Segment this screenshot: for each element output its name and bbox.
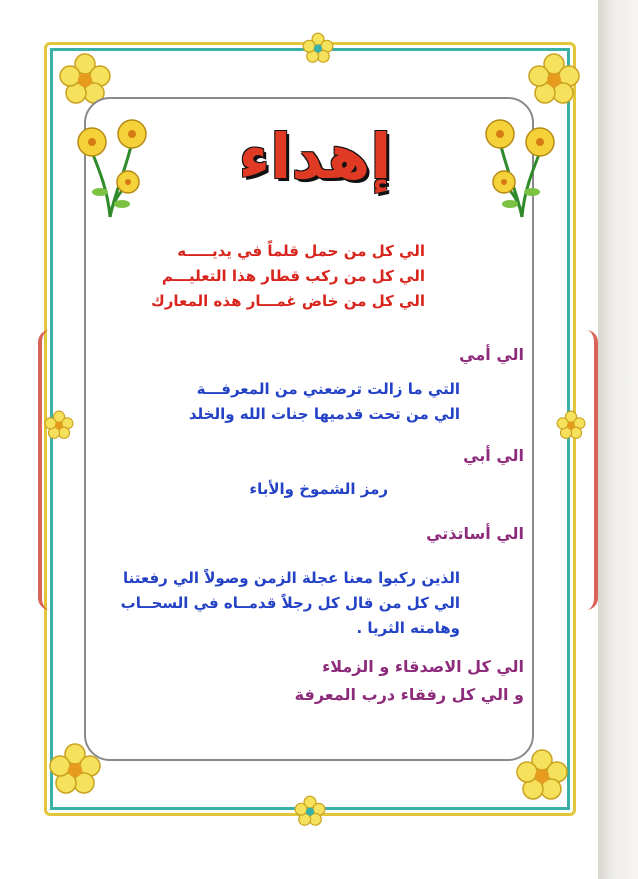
mother-heading: الي أمي — [459, 345, 524, 364]
flower-icon — [527, 52, 581, 106]
teachers-heading: الي أساتذتي — [426, 524, 524, 543]
dedication-title: إهداء — [238, 120, 392, 193]
flower-icon — [294, 795, 326, 827]
right-vine-ornament — [574, 330, 598, 610]
flower-icon — [70, 112, 154, 222]
left-vine-ornament — [38, 330, 62, 610]
flower-icon — [44, 410, 74, 440]
friends-line-2: و الي كل رفقاء درب المعرفة — [294, 685, 524, 704]
intro-line-2: الي كل من ركب قطار هذا التعليـــم — [161, 267, 425, 285]
father-heading: الي أبي — [463, 446, 524, 465]
father-line-1: رمز الشموخ والأباء — [249, 480, 388, 498]
page-gutter — [598, 0, 638, 879]
intro-line-3: الي كل من خاض غمـــار هذه المعارك — [151, 292, 425, 310]
flower-icon — [556, 410, 586, 440]
teachers-line-3: وهامته الثريا . — [356, 619, 460, 637]
mother-line-1: التي ما زالت ترضعني من المعرفـــة — [196, 380, 460, 398]
mother-line-2: الي من تحت قدميها جنات الله والخلد — [188, 405, 460, 423]
teachers-line-1: الذين ركبوا معنا عجلة الزمن وصولاً الي رفعتنا — [123, 569, 460, 587]
friends-line-1: الي كل الاصدقاء و الزملاء — [322, 657, 524, 676]
flower-icon — [478, 112, 562, 222]
intro-line-1: الي كل من حمل قلماً في يديـــــه — [177, 242, 425, 260]
teachers-line-2: الي كل من قال كل رجلاً قدمــاه في السحــاب — [120, 594, 460, 612]
flower-icon — [302, 32, 334, 64]
